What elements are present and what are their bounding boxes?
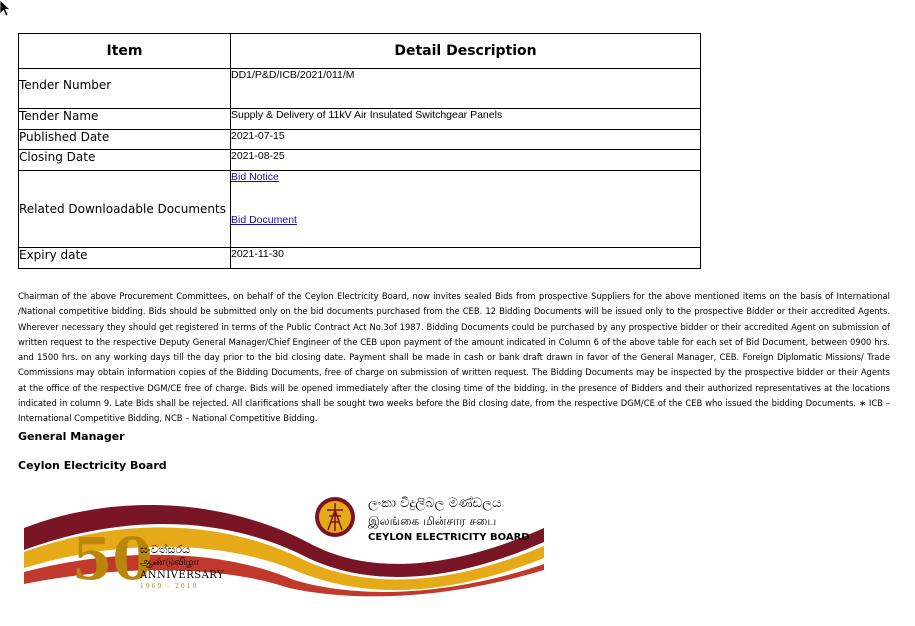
table-row: [19, 109, 701, 130]
mouse-pointer-icon: [0, 0, 12, 18]
tender-name-label: Tender Name: [19, 109, 231, 130]
notice-paragraph: Chairman of the above Procurement Committees, on behalf of the Ceylon Electricity Board, now invites sealed Bids from prospective Suppliers for the above mentioned items on the basis of International /National competitive bidding. Bids should be submitted only on the bid documents purchased from the CEB. 12 Bidding Documents will be issued only to the prospective Bidder or their accredited Agents. Wherever necessary they should get registered in terms of the Public Contract Act No.3of 1987. Bidding Documents could be purchased by any prospective bidder or their accredited Agent on submission of written request to the respective Deputy General Manager/Chief Engineer of the CEB upon payment of the amount indicated in Column 6 of the above table for each set of Bid Document, between 0900 hrs. and 1500 hrs. on any working days till the day prior to the bid closing date. Payment shall be made in cash or bank draft drawn in favor of the General Manager, CEB. Foreign Diplomatic Missions/ Trade Commissions may obtain information copies of the Bidding Documents, free of charge on submission of written request. The Bidding Documents may be inspected by the prospective bidder or their Agents at the office of the respective DGM/CE free of charge. Bids will be opened immediately after the closing time of the bidding, in the presence of Bidders and their authorized representatives at the locations indicated in column 9. Late Bids shall be rejected. All clarifications shall be sought two weeks before the Bid closing date, from the respective DGM/CE of the CEB who issued the bidding Documents. ∗ ICB – International Competitive Bidding, NCB – National Competitive Bidding.: [18, 291, 890, 424]
tender-name-value: Supply & Delivery of 11kV Air Insulated Switchgear Panels: [231, 109, 701, 130]
signature-org: Ceylon Electricity Board: [18, 459, 167, 472]
anniversary-sinhala: සංවත්සරය: [140, 543, 191, 556]
closing-date-label: Closing Date: [19, 150, 231, 171]
table-row: [19, 69, 701, 109]
anniversary-years: 1969 - 2019: [140, 583, 199, 590]
published-date-label: Published Date: [19, 130, 231, 150]
ceb-emblem-icon: [314, 496, 356, 538]
tender-number-label: Tender Number: [19, 69, 231, 109]
published-date-value: 2021-07-15: [231, 130, 701, 150]
ceb-name-sinhala: ලංකා විදුලිබල මණ්ඩලය: [368, 496, 502, 511]
bid-notice-link[interactable]: Bid Notice: [231, 171, 279, 183]
table-row: [19, 171, 701, 248]
signature-title: General Manager: [18, 430, 125, 443]
documents-label: Related Downloadable Documents: [19, 171, 231, 248]
table-row: [19, 130, 701, 150]
table-row: [19, 248, 701, 269]
anniversary-tamil: ஆண்டுவிழா: [140, 557, 199, 568]
closing-date-value: 2021-08-25: [231, 150, 701, 171]
documents-links: [231, 171, 701, 248]
table-header-row: [19, 34, 701, 69]
anniversary-number: 50: [72, 525, 153, 593]
header-item: Item: [19, 34, 231, 69]
ceb-name-tamil: இலங்கை மின்சார சபை: [368, 514, 497, 528]
tender-details-table: [18, 33, 701, 269]
ceb-name-english: CEYLON ELECTRICITY BOARD: [368, 532, 530, 543]
header-detail-description: Detail Description: [231, 34, 701, 69]
expiry-date-value: 2021-11-30: [231, 248, 701, 269]
tender-number-value: DD1/P&D/ICB/2021/011/M: [231, 69, 701, 109]
bid-document-link[interactable]: Bid Document: [231, 214, 297, 226]
expiry-date-label: Expiry date: [19, 248, 231, 269]
table-row: [19, 150, 701, 171]
anniversary-english: ANNIVERSARY: [140, 570, 225, 581]
